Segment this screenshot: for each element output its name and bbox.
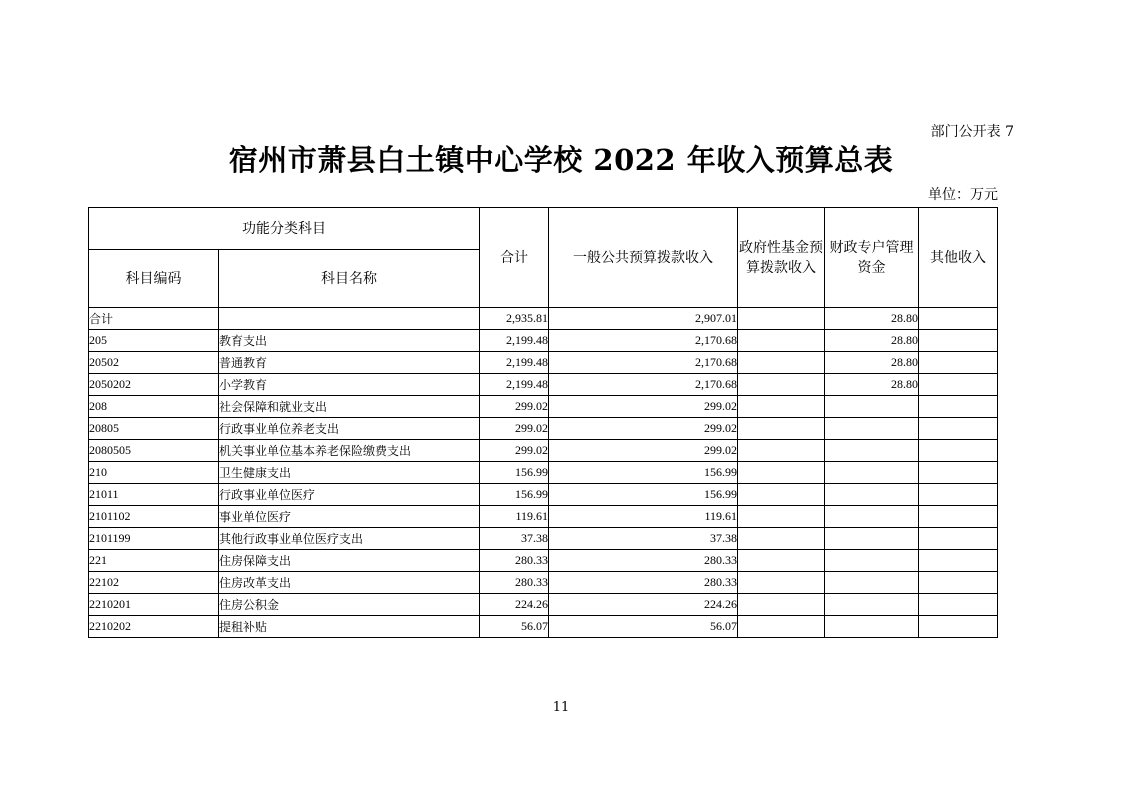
table-row (89, 594, 998, 616)
cell-name: 普通教育 (219, 352, 480, 374)
cell-name: 社会保障和就业支出 (219, 396, 480, 418)
cell-code: 210 (89, 462, 219, 484)
table-row (89, 484, 998, 506)
table-row (89, 550, 998, 572)
cell-total: 37.38 (480, 528, 549, 550)
cell-code: 2101102 (89, 506, 219, 528)
cell-code: 221 (89, 550, 219, 572)
cell-code: 合计 (89, 308, 219, 330)
cell-general: 280.33 (549, 572, 738, 594)
cell-code: 2050202 (89, 374, 219, 396)
cell-other (919, 528, 998, 550)
cell-fund (738, 528, 825, 550)
table-row (89, 374, 998, 396)
table-row (89, 506, 998, 528)
cell-code: 2101199 (89, 528, 219, 550)
cell-total: 156.99 (480, 484, 549, 506)
cell-total: 2,199.48 (480, 330, 549, 352)
cell-general: 299.02 (549, 396, 738, 418)
table-row (89, 616, 998, 638)
cell-special (825, 396, 919, 418)
cell-other (919, 550, 998, 572)
table-row (89, 462, 998, 484)
cell-fund (738, 396, 825, 418)
cell-name: 机关事业单位基本养老保险缴费支出 (219, 440, 480, 462)
table-row (89, 418, 998, 440)
cell-name: 行政事业单位医疗 (219, 484, 480, 506)
table-row (89, 308, 998, 330)
cell-special: 28.80 (825, 374, 919, 396)
page-number: 11 (552, 700, 570, 715)
cell-name: 其他行政事业单位医疗支出 (219, 528, 480, 550)
unit-label: 单位：万元 (928, 187, 998, 203)
table-row (89, 440, 998, 462)
cell-name: 提租补贴 (219, 616, 480, 638)
cell-fund (738, 506, 825, 528)
header-other: 其他收入 (919, 208, 998, 308)
header-code: 科目编码 (89, 250, 219, 308)
cell-code: 208 (89, 396, 219, 418)
cell-special (825, 550, 919, 572)
cell-code: 20805 (89, 418, 219, 440)
cell-fund (738, 462, 825, 484)
cell-general: 2,907.01 (549, 308, 738, 330)
cell-general: 2,170.68 (549, 352, 738, 374)
header-category: 功能分类科目 (89, 208, 480, 250)
cell-code: 2210202 (89, 616, 219, 638)
cell-special (825, 616, 919, 638)
cell-special (825, 506, 919, 528)
cell-general: 2,170.68 (549, 330, 738, 352)
cell-general: 224.26 (549, 594, 738, 616)
cell-total: 56.07 (480, 616, 549, 638)
cell-total: 224.26 (480, 594, 549, 616)
cell-name: 教育支出 (219, 330, 480, 352)
cell-general: 37.38 (549, 528, 738, 550)
cell-other (919, 396, 998, 418)
cell-other (919, 374, 998, 396)
cell-general: 156.99 (549, 462, 738, 484)
cell-total: 299.02 (480, 440, 549, 462)
cell-code: 205 (89, 330, 219, 352)
cell-other (919, 330, 998, 352)
cell-code: 22102 (89, 572, 219, 594)
cell-fund (738, 330, 825, 352)
cell-code: 20502 (89, 352, 219, 374)
cell-name: 事业单位医疗 (219, 506, 480, 528)
cell-name: 卫生健康支出 (219, 462, 480, 484)
cell-total: 280.33 (480, 550, 549, 572)
cell-fund (738, 374, 825, 396)
cell-fund (738, 440, 825, 462)
cell-general: 156.99 (549, 484, 738, 506)
budget-table (88, 207, 998, 638)
cell-total: 2,199.48 (480, 352, 549, 374)
table-row (89, 528, 998, 550)
cell-total: 280.33 (480, 572, 549, 594)
cell-special (825, 484, 919, 506)
cell-other (919, 572, 998, 594)
cell-special (825, 572, 919, 594)
cell-fund (738, 308, 825, 330)
cell-code: 2080505 (89, 440, 219, 462)
cell-name: 行政事业单位养老支出 (219, 418, 480, 440)
cell-general: 299.02 (549, 440, 738, 462)
page-title: 宿州市萧县白土镇中心学校 2022 年收入预算总表 (228, 143, 894, 177)
cell-fund (738, 418, 825, 440)
cell-other (919, 462, 998, 484)
cell-fund (738, 572, 825, 594)
cell-other (919, 506, 998, 528)
cell-general: 299.02 (549, 418, 738, 440)
cell-fund (738, 484, 825, 506)
cell-special: 28.80 (825, 330, 919, 352)
header-special: 财政专户管理资金 (825, 208, 919, 308)
cell-total: 299.02 (480, 418, 549, 440)
cell-name (219, 308, 480, 330)
cell-other (919, 484, 998, 506)
cell-special (825, 418, 919, 440)
cell-general: 119.61 (549, 506, 738, 528)
cell-other (919, 440, 998, 462)
cell-name: 住房保障支出 (219, 550, 480, 572)
cell-total: 119.61 (480, 506, 549, 528)
cell-total: 2,199.48 (480, 374, 549, 396)
cell-name: 住房公积金 (219, 594, 480, 616)
cell-fund (738, 594, 825, 616)
header-general: 一般公共预算拨款收入 (549, 208, 738, 308)
cell-fund (738, 616, 825, 638)
table-body (89, 308, 998, 638)
cell-other (919, 308, 998, 330)
cell-other (919, 418, 998, 440)
cell-special (825, 594, 919, 616)
cell-name: 住房改革支出 (219, 572, 480, 594)
cell-code: 2210201 (89, 594, 219, 616)
table-row (89, 396, 998, 418)
cell-name: 小学教育 (219, 374, 480, 396)
cell-fund (738, 550, 825, 572)
cell-general: 2,170.68 (549, 374, 738, 396)
cell-other (919, 616, 998, 638)
cell-other (919, 352, 998, 374)
header-fund: 政府性基金预算拨款收入 (738, 208, 825, 308)
cell-special (825, 528, 919, 550)
cell-other (919, 594, 998, 616)
cell-special: 28.80 (825, 352, 919, 374)
cell-total: 299.02 (480, 396, 549, 418)
cell-fund (738, 352, 825, 374)
table-row (89, 572, 998, 594)
cell-total: 2,935.81 (480, 308, 549, 330)
table-row (89, 352, 998, 374)
table-number: 部门公开表 7 (930, 124, 1014, 140)
header-name: 科目名称 (219, 250, 480, 308)
cell-code: 21011 (89, 484, 219, 506)
cell-general: 280.33 (549, 550, 738, 572)
cell-special (825, 462, 919, 484)
cell-special (825, 440, 919, 462)
cell-special: 28.80 (825, 308, 919, 330)
table-row (89, 330, 998, 352)
cell-total: 156.99 (480, 462, 549, 484)
header-total: 合计 (480, 208, 549, 308)
cell-general: 56.07 (549, 616, 738, 638)
